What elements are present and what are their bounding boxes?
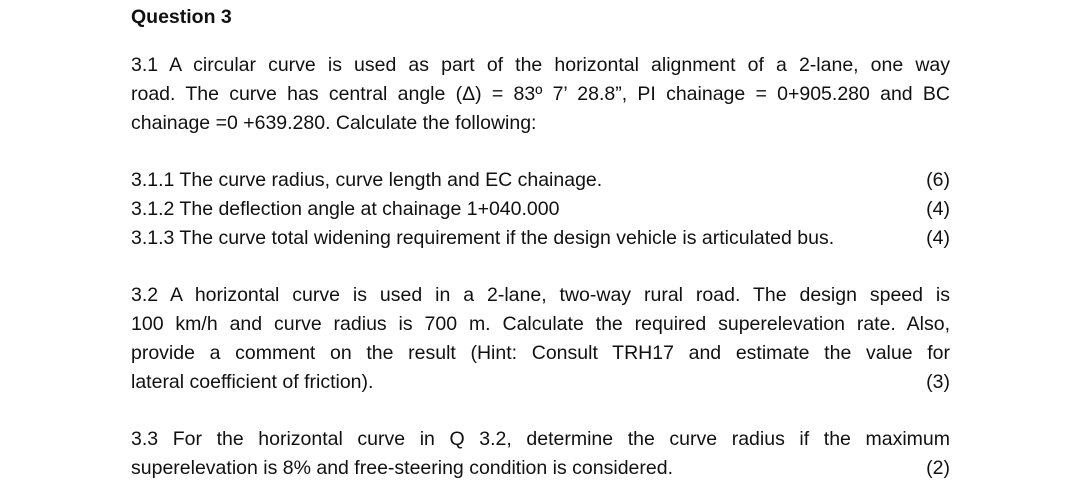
q3-3-line: superelevation is 8% and free-steering condition is considered. <box>131 457 673 479</box>
subquestion-3-1-2 <box>131 195 950 224</box>
subquestion-text: 3.1.2 The deflection angle at chainage 1+040.000 <box>131 198 560 220</box>
question-heading: Question 3 <box>131 6 232 28</box>
q3-2-line: lateral coefficient of friction). <box>131 371 374 393</box>
question-document <box>131 4 950 483</box>
q3-1-line: road. The curve has central angle (Δ) = 83º 7’ 28.8”, PI chainage = 0+905.280 and BC <box>131 83 950 105</box>
q3-2-line: 100 km/h and curve radius is 700 m. Calculate the required superelevation rate. Also, <box>131 313 950 335</box>
subquestion-text: 3.1.1 The curve radius, curve length and EC chainage. <box>131 169 603 191</box>
question-3-3 <box>131 425 950 483</box>
subquestion-list <box>131 166 950 253</box>
q3-1-line: 3.1 A circular curve is used as part of the horizontal alignment of a 2-lane, one way <box>131 54 950 76</box>
subquestion-text: 3.1.3 The curve total widening requirement if the design vehicle is articulated bus. <box>131 227 835 249</box>
q3-2-line: provide a comment on the result (Hint: Consult TRH17 and estimate the value for <box>131 342 950 364</box>
question-3-2 <box>131 281 950 397</box>
q3-3-line: 3.3 For the horizontal curve in Q 3.2, determine the curve radius if the maximum <box>131 428 950 450</box>
marks-label: (6) <box>926 169 950 191</box>
marks-label: (4) <box>926 198 950 220</box>
q3-1-line: chainage =0 +639.280. Calculate the following: <box>131 112 537 134</box>
subquestion-3-1-3 <box>131 224 950 253</box>
question-3-1-intro <box>131 51 950 138</box>
marks-label: (2) <box>926 457 950 479</box>
marks-label: (3) <box>926 371 950 393</box>
subquestion-3-1-1 <box>131 166 950 195</box>
q3-2-line: 3.2 A horizontal curve is used in a 2-lane, two-way rural road. The design speed is <box>131 284 950 306</box>
marks-label: (4) <box>926 227 950 249</box>
